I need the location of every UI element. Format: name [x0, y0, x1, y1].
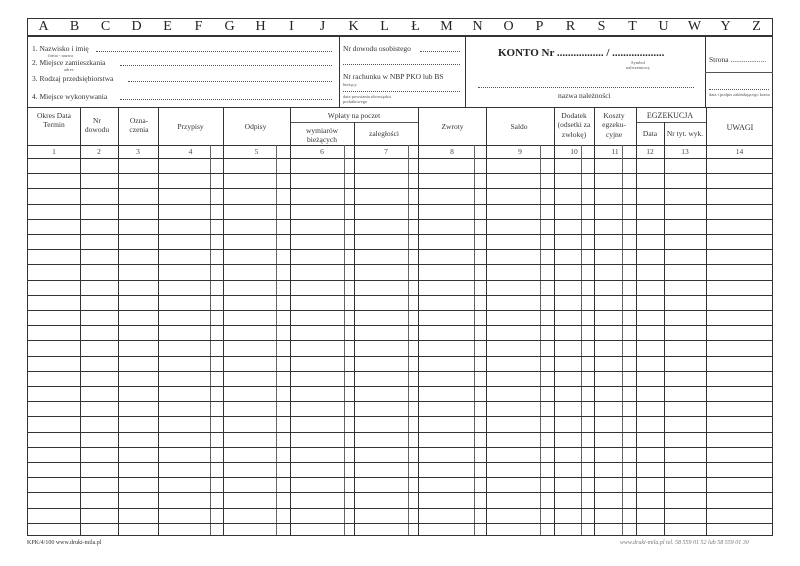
name-field-line[interactable]: [96, 51, 332, 52]
column-number: 7: [384, 147, 388, 156]
date-field-hint: data powstania obowiązku podatkowego: [343, 94, 391, 104]
konto-name-line[interactable]: [478, 87, 694, 88]
table-row-line: [28, 249, 773, 250]
column-number: 5: [254, 147, 259, 156]
col-header-odpisy: Odpisy: [244, 122, 267, 131]
col-header-dodatek: Dodatek (odsetki za zwłokę): [557, 111, 591, 139]
col-header-okres: Okres Data Termin: [37, 111, 71, 130]
account-field-line[interactable]: [343, 91, 460, 92]
column-number: 4: [188, 147, 193, 156]
table-row-line: [28, 188, 773, 189]
residence-field-line[interactable]: [120, 65, 332, 66]
col-header-wplaty-zalegle: zaległości: [369, 129, 399, 138]
business-field-line[interactable]: [128, 81, 332, 82]
column-line: [223, 107, 224, 535]
divider: [636, 122, 706, 123]
column-line: [486, 107, 487, 535]
footer-left: KPK/4/100 www.druki-mila.pl: [27, 540, 102, 546]
col-header-zwroty: Zwroty: [441, 122, 464, 131]
table-row-line: [28, 508, 773, 509]
table-row-line: [28, 416, 773, 417]
workplace-field-label: 4. Miejsce wykonywania: [32, 92, 108, 101]
col-header-oznaczenia: Ozna- czenia: [129, 116, 149, 135]
page-field-label: Strona ...................: [709, 55, 767, 64]
name-field-hint: firma - nazwa: [48, 53, 73, 58]
table-row-line: [28, 477, 773, 478]
col-header-nr-dowodu: Nr dowodu: [84, 116, 110, 135]
column-number: 6: [320, 147, 324, 156]
column-letter: Ł: [411, 19, 420, 34]
col-header-saldo: Saldo: [510, 122, 528, 131]
table-row-line: [28, 310, 773, 311]
table-row-line: [28, 219, 773, 220]
column-number: 11: [611, 147, 619, 156]
col-header-egz-data: Data: [642, 129, 658, 138]
column-line: [80, 107, 81, 535]
column-letter: A: [38, 19, 49, 34]
column-letter: L: [380, 19, 389, 34]
table-row-line: [28, 340, 773, 341]
column-letter: H: [255, 19, 266, 34]
column-letter: G: [224, 19, 235, 34]
workplace-field-line[interactable]: [120, 99, 332, 100]
table-row-line: [28, 295, 773, 296]
column-letter: T: [628, 19, 637, 34]
footer-right: www.druki-mila.pl tel. 58 559 01 52 lub 58 559 01 30: [620, 540, 749, 546]
column-line: [594, 107, 595, 535]
id-field-line[interactable]: [420, 51, 460, 52]
table-row-line: [28, 447, 773, 448]
table-row-line: [28, 462, 773, 463]
sign-field-hint: data i podpis zakładającego konto: [709, 92, 770, 97]
column-letter: I: [289, 19, 294, 34]
col-header-uwagi: UWAGI: [726, 123, 754, 132]
table-row-line: [28, 325, 773, 326]
business-field-label: 3. Rodzaj przedsiębiorstwa: [32, 74, 114, 83]
column-line: [554, 107, 555, 535]
divider: [28, 158, 773, 159]
column-line: [636, 107, 637, 535]
col-header-egz-nr: Nr tyt. wyk.: [666, 129, 704, 138]
column-line: [418, 107, 419, 535]
table-row-line: [28, 173, 773, 174]
column-letter: W: [687, 19, 702, 34]
table-row-line: [28, 386, 773, 387]
col-header-koszty: Koszty egzeku- cyjne: [602, 111, 626, 139]
column-letter: R: [565, 19, 576, 34]
divider: [339, 37, 340, 107]
column-number: 3: [136, 147, 140, 156]
column-line: [706, 107, 707, 535]
divider: [28, 145, 773, 146]
konto-symbol-hint-2: naliczeniowy: [626, 65, 650, 70]
table-row-line: [28, 401, 773, 402]
col-header-wplaty: Wpłaty na poczet: [327, 111, 381, 120]
column-number: 9: [518, 147, 522, 156]
residence-field-hint: adres: [64, 67, 74, 72]
konto-title: KONTO Nr ................. / ...................: [498, 47, 665, 59]
id-field-label: Nr dowodu osobistego: [343, 44, 411, 53]
column-letter: B: [69, 19, 80, 34]
account-field-label: Nr rachunku w NBP PKO lub BS: [343, 72, 444, 81]
table-row-line: [28, 371, 773, 372]
divider: [705, 72, 773, 73]
residence-field-label: 2. Miejsce zamieszkania: [32, 58, 106, 67]
column-letter: J: [319, 19, 326, 34]
table-row-line: [28, 280, 773, 281]
column-line: [290, 107, 291, 535]
id-field-line-2[interactable]: [343, 64, 460, 65]
column-letter: F: [194, 19, 203, 34]
account-field-hint: bieżący: [343, 82, 357, 87]
column-letter: K: [348, 19, 359, 34]
column-letter: U: [658, 19, 669, 34]
col-header-wplaty-biezace: wymiarów bieżących: [305, 126, 339, 145]
column-letter: Y: [720, 19, 731, 34]
column-number: 10: [570, 147, 578, 156]
col-header-przypisy: Przypisy: [177, 122, 204, 131]
column-line: [158, 107, 159, 535]
divider: [465, 37, 466, 107]
divider: [28, 107, 773, 108]
table-row-line: [28, 432, 773, 433]
table-row-line: [28, 264, 773, 265]
column-line: [118, 107, 119, 535]
column-number: 8: [450, 147, 454, 156]
column-number: 13: [681, 147, 689, 156]
column-line: [354, 122, 355, 535]
column-number: 12: [646, 147, 654, 156]
column-letter: D: [131, 19, 142, 34]
konto-name-label: nazwa należności: [558, 91, 611, 100]
column-number: 2: [97, 147, 101, 156]
table-row-line: [28, 492, 773, 493]
name-field-label: 1. Nazwisko i imię: [32, 44, 89, 53]
column-line: [664, 122, 665, 535]
table-row-line: [28, 523, 773, 524]
column-number: 1: [52, 147, 56, 156]
column-letter: P: [535, 19, 544, 34]
konto-symbol-hint: Symbol: [631, 60, 646, 65]
column-letter: Z: [752, 19, 761, 34]
column-letter: S: [597, 19, 606, 34]
column-letter: E: [163, 19, 172, 34]
table-row-line: [28, 356, 773, 357]
table-row-line: [28, 204, 773, 205]
column-number: 14: [735, 147, 744, 156]
sign-field-line[interactable]: [709, 89, 769, 90]
konto-sheet: [27, 36, 773, 536]
column-letter: M: [440, 19, 453, 34]
column-letter: N: [472, 19, 483, 34]
column-letter-strip: [27, 18, 773, 36]
column-letter: O: [503, 19, 514, 34]
col-header-egzekucja: EGZEKUCJA: [646, 111, 694, 120]
column-letter: C: [100, 19, 111, 34]
table-row-line: [28, 234, 773, 235]
